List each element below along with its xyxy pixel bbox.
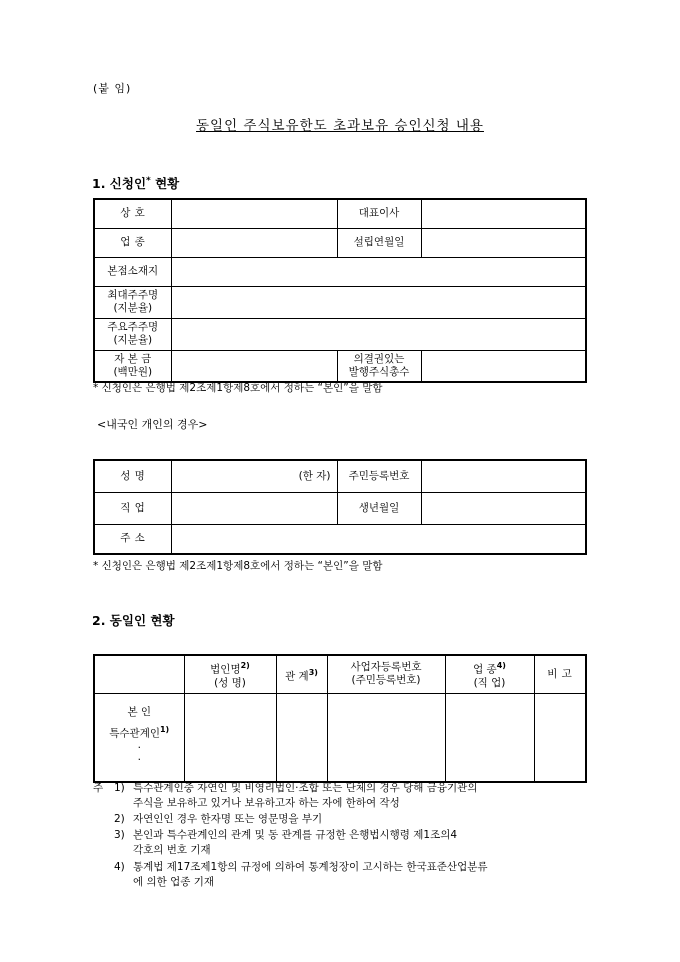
- field-voting-shares[interactable]: [421, 350, 586, 382]
- field-corp-name[interactable]: [184, 693, 276, 782]
- section1-heading-mark: *: [146, 175, 151, 186]
- row-label-related-sup: 1): [159, 724, 170, 734]
- field-address[interactable]: [171, 524, 586, 554]
- footnote-4-line-1: 통계법 제17조제1항의 규정에 의하여 통계청장이 고시하는 한국표준산업분류: [133, 861, 488, 873]
- footnote-3-num: 3): [114, 829, 125, 841]
- field-ceo[interactable]: [421, 199, 586, 228]
- header-remarks: 비 고: [534, 655, 586, 693]
- page-title: 동일인 주식보유한도 초과보유 승인신청 내용: [196, 118, 484, 134]
- section1-heading-tail: 현황: [150, 176, 180, 191]
- field-industry-2[interactable]: [445, 693, 534, 782]
- label-ceo: 대표이사: [337, 199, 421, 228]
- individual-applicant-table: [93, 459, 587, 555]
- field-occupation[interactable]: [171, 492, 337, 524]
- label-major-shareholder-main: 주요주주명: [107, 321, 159, 333]
- header-corp-name-main: [185, 659, 276, 677]
- field-industry[interactable]: [171, 228, 337, 257]
- label-occupation: 직 업: [94, 492, 171, 524]
- row-label-related: [95, 721, 184, 743]
- label-resident-number: 주민등록번호: [337, 460, 421, 492]
- field-remarks[interactable]: [534, 693, 586, 782]
- label-capital-sub: (백만원): [113, 365, 153, 378]
- row-label-self: 본 인: [127, 705, 152, 718]
- header-corp-name-text: 법인명: [210, 663, 241, 676]
- footnote-4-line-2: 에 의한 업종 기재: [133, 876, 215, 888]
- row-label-dot-2: ·: [137, 754, 141, 766]
- label-largest-shareholder-sub: (지분율): [113, 302, 153, 314]
- individual-heading: <내국인 개인의 경우>: [97, 418, 208, 431]
- field-resident-number[interactable]: [421, 460, 586, 492]
- field-trade-name[interactable]: [171, 199, 337, 228]
- label-capital-main: 자 본 금: [114, 352, 152, 365]
- field-major-shareholder[interactable]: [171, 318, 586, 350]
- label-head-office: 본점소재지: [94, 257, 171, 286]
- footnote-3-line-2: 각호의 번호 기재: [133, 844, 211, 856]
- footnote-prefix: 주: [93, 782, 104, 794]
- field-capital[interactable]: [171, 350, 337, 382]
- section1-heading: [92, 174, 179, 192]
- field-name[interactable]: [171, 460, 337, 492]
- label-address: 주 소: [94, 524, 171, 554]
- label-establish-date: 설립연월일: [337, 228, 421, 257]
- footnote-3-line-1: 본인과 특수관계인의 관계 및 동 관계를 규정한 은행법시행령 제1조의4: [133, 829, 458, 841]
- row-label-dot-1: ·: [137, 742, 141, 754]
- footnote-1-num: 1): [114, 782, 125, 794]
- footnote-2-line-1: 자연인인 경우 한자명 또는 영문명을 부기: [133, 813, 323, 825]
- header-industry-text: 업 종: [473, 663, 497, 676]
- header-blank: [94, 655, 184, 693]
- label-voting-shares-main: 의결권있는: [353, 352, 405, 365]
- header-relation-text: 관 계: [285, 670, 309, 682]
- field-head-office[interactable]: [171, 257, 586, 286]
- header-bizno-sub: (주민등록번호): [351, 674, 421, 687]
- row-label-related-text: 특수관계인: [109, 727, 160, 739]
- header-relation-sup: 3): [308, 667, 318, 677]
- corporate-applicant-table: [93, 198, 587, 383]
- section2-heading: 2. 동일인 현황: [92, 613, 175, 628]
- label-name: 성 명: [94, 460, 171, 492]
- individual-note: * 신청인은 은행법 제2조제1항제8호에서 정하는 “본인”을 말함: [93, 560, 383, 572]
- header-corp-name: [184, 655, 276, 693]
- attachment-label: (붙 임): [93, 82, 132, 95]
- row-labels-cell: [94, 693, 184, 782]
- label-trade-name: 상 호: [94, 199, 171, 228]
- footnote-1-line-2: 주식을 보유하고 있거나 보유하고자 하는 자에 한하여 작성: [133, 797, 400, 809]
- header-industry-sub: (직 업): [473, 676, 506, 689]
- section1-heading-text: 1. 신청인: [92, 176, 147, 191]
- header-industry-sup: 4): [496, 661, 506, 670]
- label-voting-shares-sub: 발행주식총수: [348, 365, 410, 378]
- hanja-label: (한 자): [298, 469, 331, 482]
- field-establish-date[interactable]: [421, 228, 586, 257]
- header-bizno-main: 사업자등록번호: [350, 661, 422, 674]
- header-industry-main: [446, 659, 534, 677]
- header-industry: [445, 655, 534, 693]
- label-voting-shares: [337, 350, 421, 382]
- field-bizno[interactable]: [327, 693, 445, 782]
- label-largest-shareholder-main: 최대주주명: [107, 289, 159, 301]
- label-major-shareholder-sub: (지분율): [113, 334, 153, 346]
- header-corp-name-sub: (성 명): [214, 676, 246, 689]
- related-persons-table: [93, 654, 587, 783]
- field-birth-date[interactable]: [421, 492, 586, 524]
- field-largest-shareholder[interactable]: [171, 286, 586, 318]
- footnote-1-line-1: 특수관계인중 자연인 및 비영리법인·조합 또는 단체의 경우 당해 금융기관의: [133, 782, 478, 794]
- label-birth-date: 생년월일: [337, 492, 421, 524]
- label-industry: 업 종: [94, 228, 171, 257]
- header-corp-name-sup: 2): [240, 661, 250, 670]
- footnote-2-num: 2): [114, 813, 125, 825]
- header-relation: [276, 655, 327, 693]
- label-largest-shareholder: [94, 286, 171, 318]
- corporate-note: * 신청인은 은행법 제2조제1항제8호에서 정하는 “본인”을 말함: [93, 382, 383, 394]
- label-capital: [94, 350, 171, 382]
- footnote-4-num: 4): [114, 861, 125, 873]
- field-relation[interactable]: [276, 693, 327, 782]
- label-major-shareholder: [94, 318, 171, 350]
- header-bizno: [327, 655, 445, 693]
